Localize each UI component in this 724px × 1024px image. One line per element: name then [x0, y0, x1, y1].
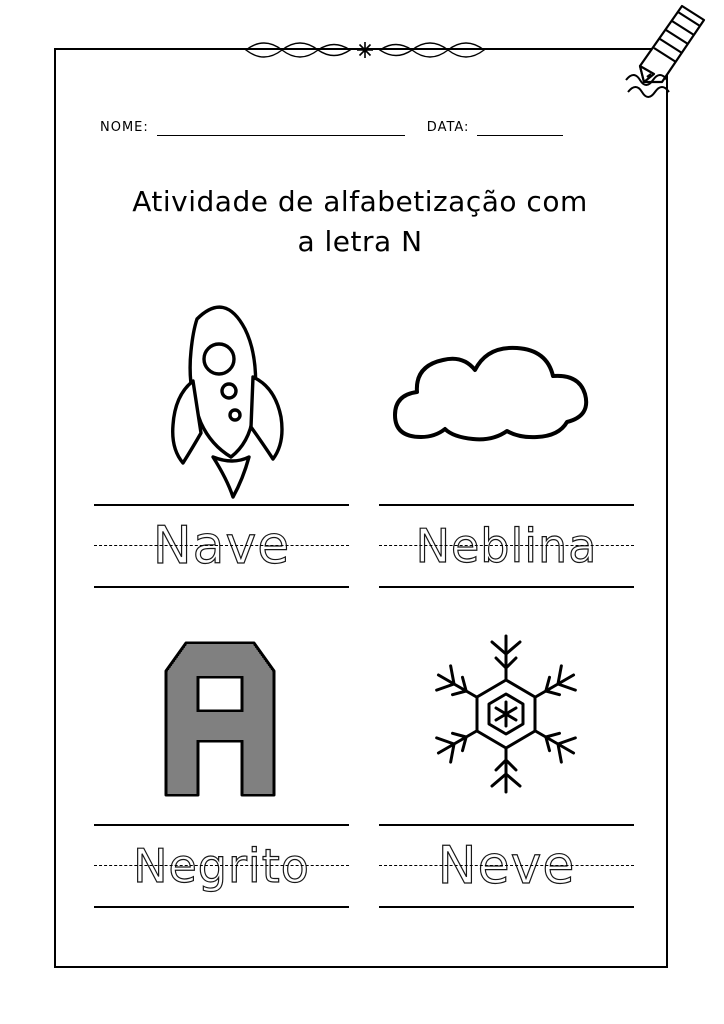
- date-input-line[interactable]: [477, 119, 563, 136]
- tracing-word: Nave: [152, 516, 291, 576]
- name-input-line[interactable]: [157, 119, 405, 136]
- tracing-block[interactable]: [94, 504, 349, 588]
- tracing-word: Negrito: [133, 839, 310, 893]
- flourish-ornament-icon: [240, 28, 490, 72]
- activity-grid: [78, 286, 648, 926]
- activity-item: [78, 606, 363, 926]
- page-title-line-2: a letra N: [297, 225, 423, 258]
- tracing-word: Neblina: [415, 519, 598, 573]
- cloud-icon: [363, 286, 648, 501]
- activity-item: [78, 286, 363, 606]
- tracing-word: Neve: [437, 836, 576, 896]
- rocket-icon: [78, 286, 363, 501]
- name-date-row: [100, 108, 620, 136]
- bold-letter-a-icon: [78, 606, 363, 821]
- pencil-icon: [604, 4, 714, 104]
- tracing-block[interactable]: [94, 824, 349, 908]
- activity-item: [363, 606, 648, 926]
- page-title-line-1: Atividade de alfabetização com: [132, 185, 588, 218]
- date-label: DATA:: [426, 120, 470, 135]
- activity-item: [363, 286, 648, 606]
- name-label: NOME:: [100, 120, 149, 135]
- snowflake-icon: [363, 606, 648, 821]
- page-title: [90, 182, 630, 262]
- tracing-block[interactable]: [379, 504, 634, 588]
- tracing-block[interactable]: [379, 824, 634, 908]
